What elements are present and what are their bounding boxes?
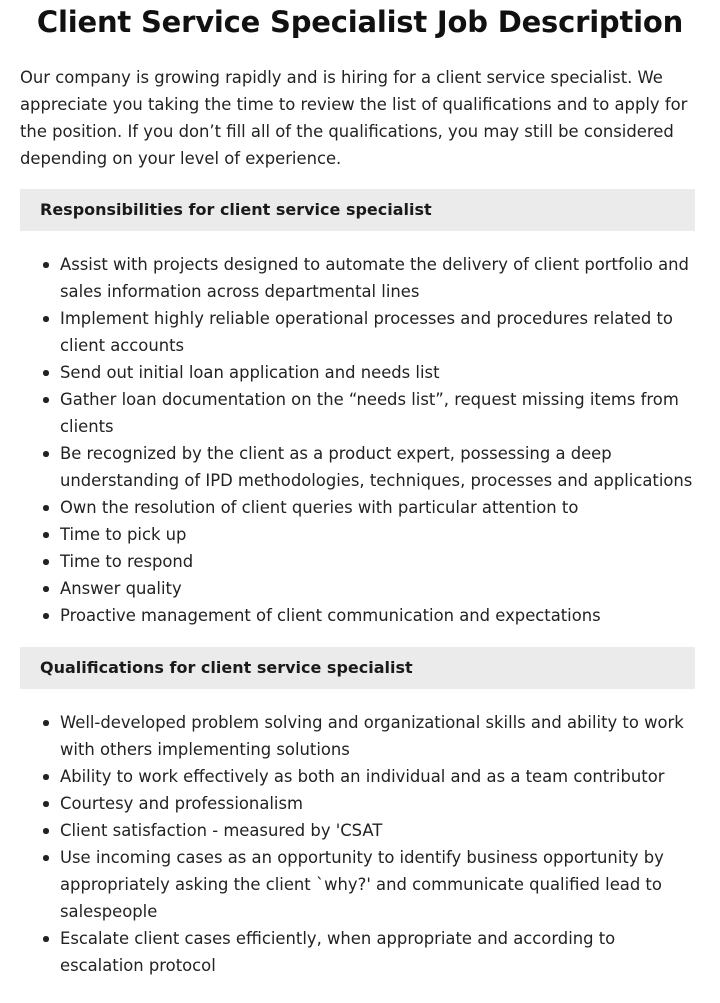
list-item: Time to pick up [60,521,700,548]
list-item: Be recognized by the client as a product expert, possessing a deep understanding of IPD methodologies, techniques, processes and applications [60,440,700,494]
list-item: Well-developed problem solving and organizational skills and ability to work with others implementing solutions [60,709,700,763]
list-item: Own the resolution of client queries with particular attention to [60,494,700,521]
responsibilities-list [60,251,700,629]
responsibilities-heading: Responsibilities for client service specialist [20,189,695,231]
qualifications-list [60,709,700,979]
qualifications-heading: Qualifications for client service specialist [20,647,695,689]
list-item: Ability to work effectively as both an individual and as a team contributor [60,763,700,790]
list-item: Gather loan documentation on the “needs list”, request missing items from clients [60,386,700,440]
list-item: Answer quality [60,575,700,602]
list-item: Proactive management of client communication and expectations [60,602,700,629]
list-item: Courtesy and professionalism [60,790,700,817]
list-item: Implement highly reliable operational processes and procedures related to client accounts [60,305,700,359]
page-title: Client Service Specialist Job Description [36,5,684,39]
list-item: Escalate client cases efficiently, when appropriate and according to escalation protocol [60,925,700,979]
list-item: Send out initial loan application and needs list [60,359,700,386]
list-item: Assist with projects designed to automate the delivery of client portfolio and sales information across departmental lines [60,251,700,305]
intro-paragraph: Our company is growing rapidly and is hiring for a client service specialist. We appreciate you taking the time to review the list of qualifications and to apply for the position. If you don’t fill all of the qualifications, you may still be considered depending on your level of experience. [20,68,688,168]
list-item: Client satisfaction - measured by 'CSAT [60,817,700,844]
list-item: Time to respond [60,548,700,575]
list-item: Use incoming cases as an opportunity to identify business opportunity by appropriately asking the client `why?' and communicate qualified lead to salespeople [60,844,700,925]
